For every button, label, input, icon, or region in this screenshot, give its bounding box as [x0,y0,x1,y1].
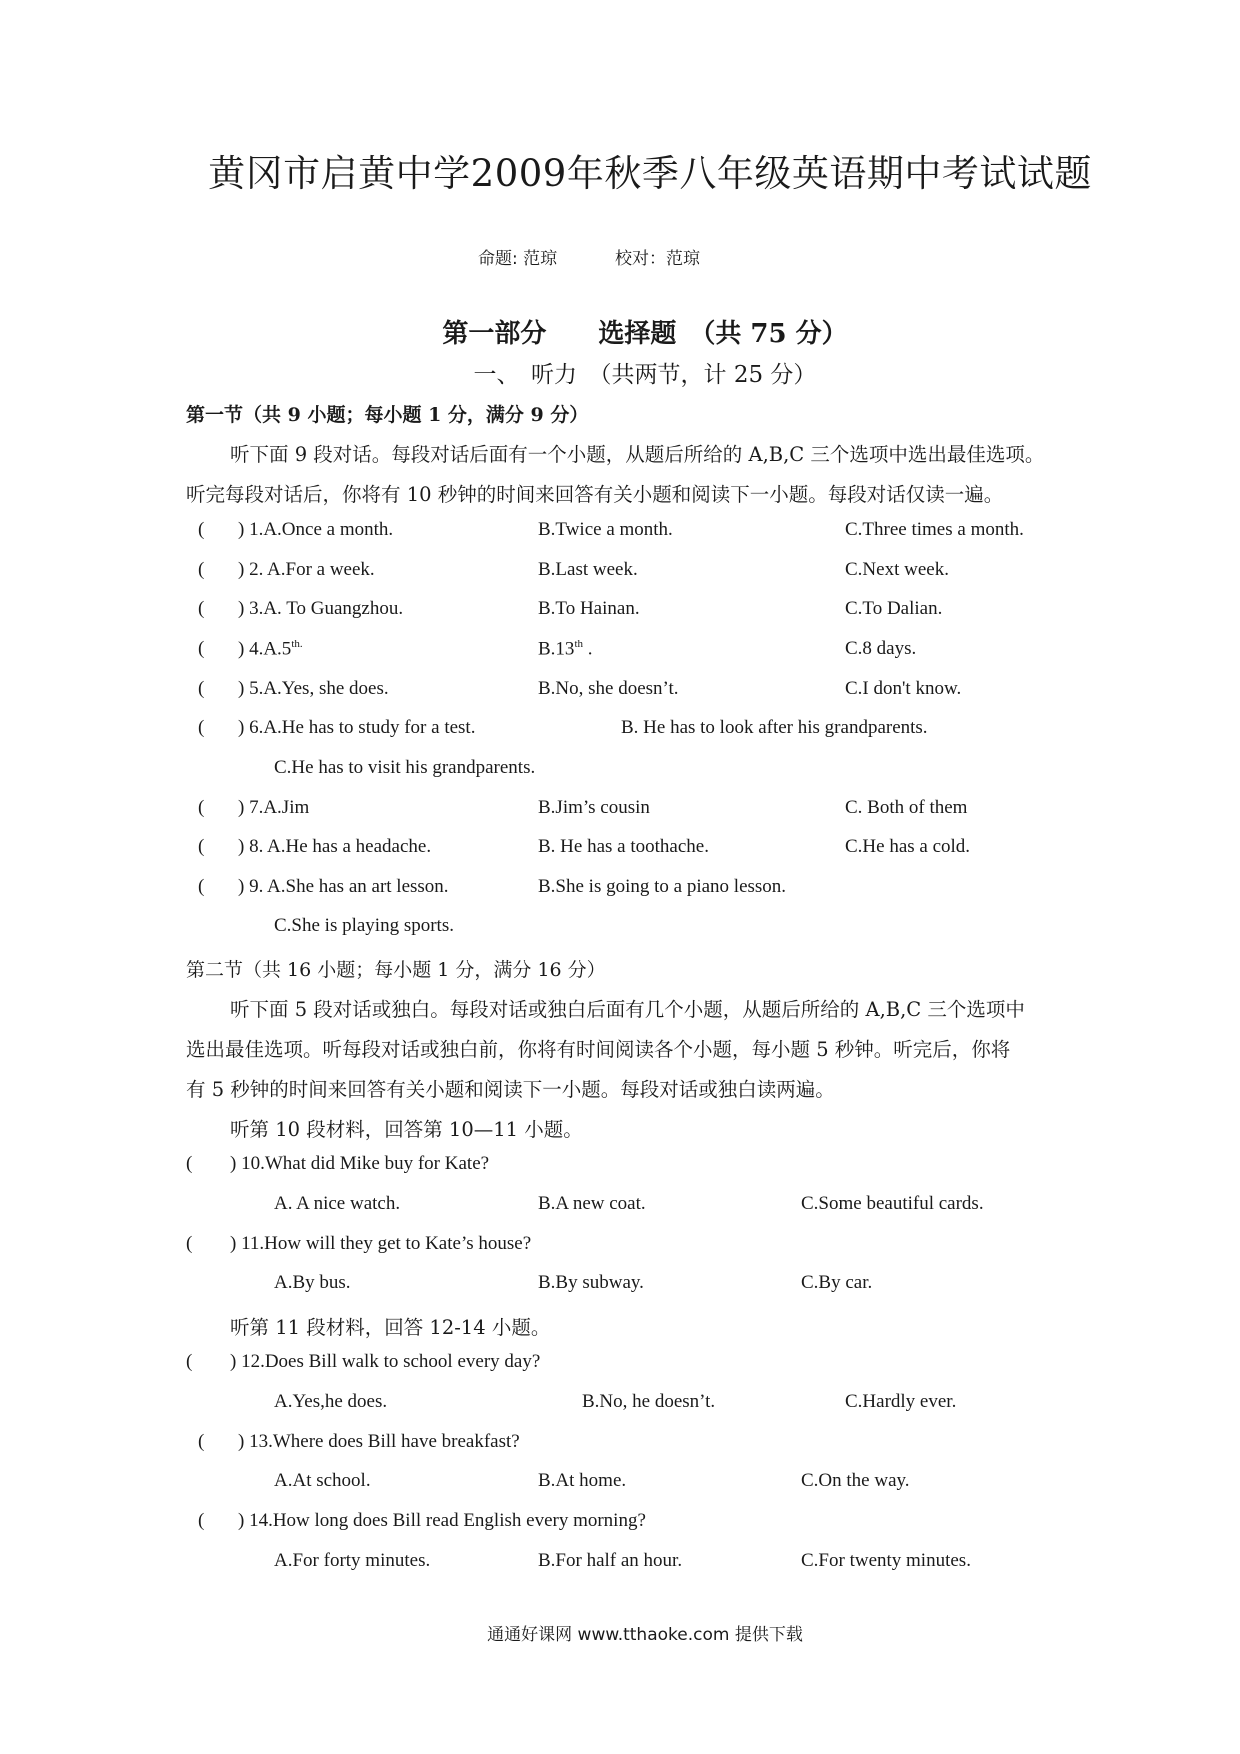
q6-option-a: ) 6.A.He has to study for a test. [238,717,476,738]
answer-blank: ( [198,836,205,857]
q11-option-c: C.By car. [801,1272,873,1293]
q2-option-b: B.Last week. [538,559,638,580]
q5-option-a: ) 5.A.Yes, she does. [238,678,389,699]
q14-option-c: C.For twenty minutes. [801,1550,971,1571]
q11-option-b: B.By subway. [538,1272,644,1293]
section-two-instructions-line2: 选出最佳选项。听每段对话或独白前，你将有时间阅读各个小题，每小题 5 秒钟。听完后，你将 [186,1038,1011,1061]
q13-stem: ) 13.Where does Bill have breakfast? [238,1431,520,1452]
q9-option-c: C.She is playing sports. [274,915,454,936]
answer-blank: ( [198,598,205,619]
listening-section-title: 一、 听力 （共两节，计 25 分） [473,362,817,388]
section-one-instructions-line2: 听完每段对话后，你将有 10 秒钟的时间来回答有关小题和阅读下一小题。每段对话仅读一遍。 [186,483,1004,506]
q7-option-c: C. Both of them [845,797,968,818]
footer-source: 通通好课网 www.tthaoke.com 提供下载 [487,1625,803,1645]
q14-stem: ) 14.How long does Bill read English every morning? [238,1510,646,1531]
q12-option-b: B.No, he doesn’t. [582,1391,716,1412]
q12-option-a: A.Yes,he does. [274,1391,388,1412]
q8-option-b: B. He has a toothache. [538,836,709,857]
q10-option-c: C.Some beautiful cards. [801,1193,984,1214]
q3-option-c: C.To Dalian. [845,598,943,619]
q8-option-c: C.He has a cold. [845,836,971,857]
q10-stem: ) 10.What did Mike buy for Kate? [230,1153,490,1174]
q6-option-b: B. He has to look after his grandparents. [621,717,928,738]
q9-option-a: ) 9. A.She has an art lesson. [238,876,449,897]
answer-blank: ( [198,559,205,580]
answer-blank: ( [198,1431,205,1452]
answer-blank: ( [198,797,205,818]
q11-stem: ) 11.How will they get to Kate’s house? [230,1233,532,1254]
q4-option-c: C.8 days. [845,638,917,659]
material-10-note: 听第 10 段材料，回答第 10—11 小题。 [230,1118,583,1141]
q9-option-b: B.She is going to a piano lesson. [538,876,787,897]
q2-option-c: C.Next week. [845,559,949,580]
q13-option-b: B.At home. [538,1470,627,1491]
q12-option-c: C.Hardly ever. [845,1391,957,1412]
answer-blank: ( [186,1351,193,1372]
q7-option-a: ) 7.A.Jim [238,797,310,818]
q10-option-a: A. A nice watch. [274,1193,401,1214]
setter-credit: 命题: 范琼 [478,249,558,269]
q8-option-a: ) 8. A.He has a headache. [238,836,432,857]
answer-blank: ( [198,1510,205,1531]
section-one-instructions-line1: 听下面 9 段对话。每段对话后面有一个小题，从题后所给的 A,B,C 三个选项中选出最佳选项。 [230,443,1045,466]
q14-option-b: B.For half an hour. [538,1550,683,1571]
answer-blank: ( [198,876,205,897]
q1-option-b: B.Twice a month. [538,519,673,540]
section-two-heading: 第二节（共 16 小题；每小题 1 分，满分 16 分） [186,959,606,981]
page-title: 黄冈市启黄中学2009年秋季八年级英语期中考试试题 [208,152,1092,195]
q6-option-c: C.He has to visit his grandparents. [274,757,536,778]
q5-option-b: B.No, she doesn’t. [538,678,679,699]
answer-blank: ( [186,1233,193,1254]
answer-blank: ( [198,678,205,699]
q11-option-a: A.By bus. [274,1272,351,1293]
q13-option-a: A.At school. [274,1470,371,1491]
q14-option-a: A.For forty minutes. [274,1550,431,1571]
answer-blank: ( [198,519,205,540]
section-two-instructions-line1: 听下面 5 段对话或独白。每段对话或独白后面有几个小题，从题后所给的 A,B,C 三个选项中 [230,998,1025,1021]
part-one-title: 第一部分 选择题 （共 75 分） [442,319,848,349]
q2-option-a: ) 2. A.For a week. [238,559,375,580]
q12-stem: ) 12.Does Bill walk to school every day? [230,1351,541,1372]
q7-option-b: B.Jim’s cousin [538,797,650,818]
answer-blank: ( [198,638,205,659]
section-one-heading: 第一节（共 9 小题；每小题 1 分，满分 9 分） [186,404,589,426]
q1-option-c: C.Three times a month. [845,519,1024,540]
checker-credit: 校对：范琼 [615,249,700,269]
q3-option-b: B.To Hainan. [538,598,640,619]
q10-option-b: B.A new coat. [538,1193,646,1214]
answer-blank: ( [198,717,205,738]
q4-option-b: B.13th . [538,638,593,660]
q3-option-a: ) 3.A. To Guangzhou. [238,598,404,619]
q13-option-c: C.On the way. [801,1470,910,1491]
material-11-note: 听第 11 段材料，回答 12-14 小题。 [230,1316,551,1339]
q5-option-c: C.I don't know. [845,678,962,699]
answer-blank: ( [186,1153,193,1174]
q1-option-a: ) 1.A.Once a month. [238,519,394,540]
section-two-instructions-line3: 有 5 秒钟的时间来回答有关小题和阅读下一小题。每段对话或独白读两遍。 [186,1078,835,1101]
q4-option-a: ) $4.A.5^{th.}$ [238,638,303,660]
